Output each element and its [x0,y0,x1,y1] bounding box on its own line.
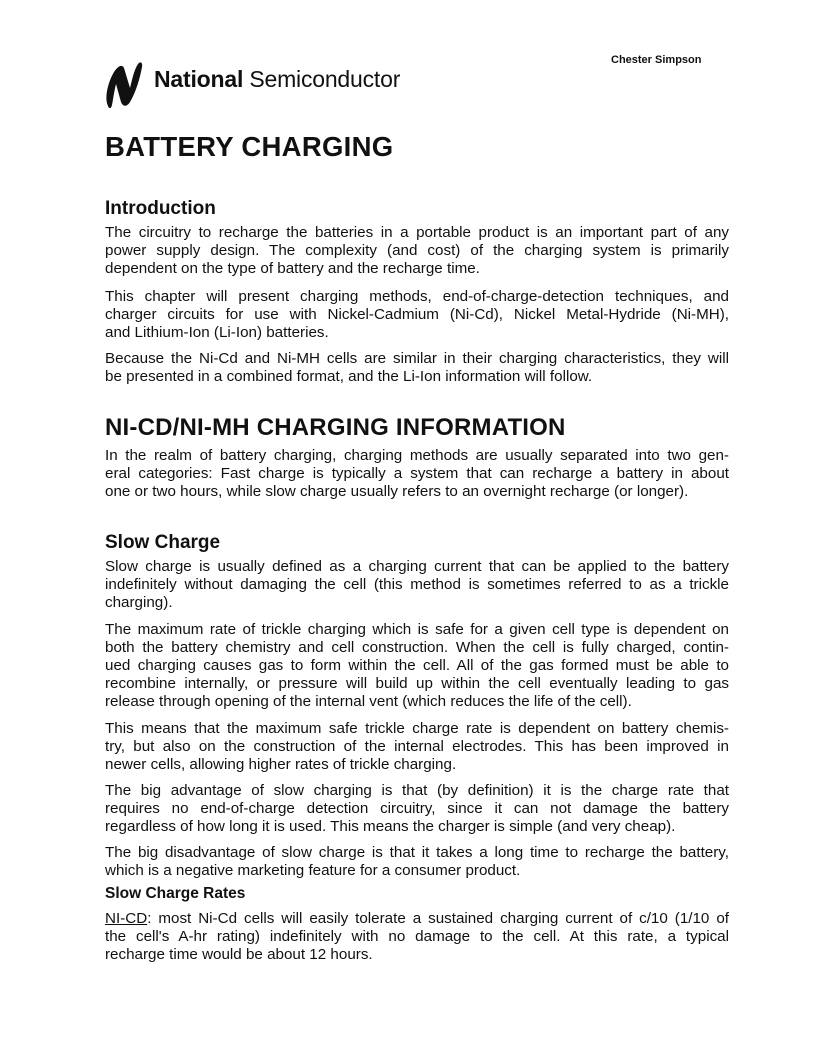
introduction-heading: Introduction [105,198,216,219]
intro-paragraph-2: This chapter will present charging methods, end-of-charge-detection techniques, and charger circuits for use with Nickel-Cadmium (Ni-Cd), Nickel Metal-Hydride (Ni-MH), and Lithium-Ion (Li-Ion) batteries. [105,288,729,341]
slow-charge-paragraph-1: Slow charge is usually defined as a charging current that can be applied to the battery indefinitely without damaging the cell (this method is sometimes referred to as a trickle charging). [105,558,729,611]
slow-charge-rates-paragraph: NI-CD: most Ni-Cd cells will easily tolerate a sustained charging current of c/10 (1/10 of the cell's A-hr rating) indefinitely with no damage to the cell. At this rate, a typical recharge time would be about 12 hours. [105,910,729,963]
slow-charge-paragraph-5: The big disadvantage of slow charge is that it takes a long time to recharge the battery, which is a negative marketing feature for a consumer product. [105,844,729,879]
slow-charge-paragraph-3: This means that the maximum safe trickle charge rate is dependent on battery chemis- try, but also on the construction of the internal electrodes. This has been improved in newer cells, allowing higher rates of trickle charging. [105,720,729,773]
company-name-regular: Semiconductor [249,66,401,92]
nicd-label: NI-CD [105,910,148,927]
intro-paragraph-3: Because the Ni-Cd and Ni-MH cells are similar in their charging characteristics, they will be presented in a combined format, and the Li-Ion information will follow. [105,350,729,385]
company-name [154,66,400,93]
slow-charge-paragraph-2: The maximum rate of trickle charging which is safe for a given cell type is dependent on both the battery chemistry and cell construction. When the cell is fully charged, contin- ued charging causes gas to form within the cell. All of the gas formed must be able to recombine internally, or pressure will build up within the cell eventually leading to gas release through opening of the internal vent (which reduces the life of the cell). [105,621,729,710]
document-title: BATTERY CHARGING [105,131,394,162]
author-name: Chester Simpson [611,54,702,66]
slow-charge-paragraph-4: The big advantage of slow charging is that (by definition) it is the charge rate that requires no end-of-charge detection circuitry, since it can not damage the battery regardless of how long it is used. This means the charger is simple (and very cheap). [105,782,729,835]
section-paragraph-1: In the realm of battery charging, charging methods are usually separated into two gen- eral categories: Fast charge is typically a system that can recharge a battery in about one or two hours, while slow charge usually refers to an overnight recharge (or longer). [105,447,729,500]
intro-paragraph-1: The circuitry to recharge the batteries in a portable product is an important part of any power supply design. The complexity (and cost) of the charging system is primarily dependent on the type of battery and the recharge time. [105,224,729,277]
national-semiconductor-logo-icon [102,58,144,110]
slow-charge-rates-heading: Slow Charge Rates [105,885,246,902]
slow-charge-heading: Slow Charge [105,532,221,553]
nicd-nimh-section-heading: NI-CD/NI-MH CHARGING INFORMATION [105,414,566,441]
company-name-bold: National [154,66,244,92]
